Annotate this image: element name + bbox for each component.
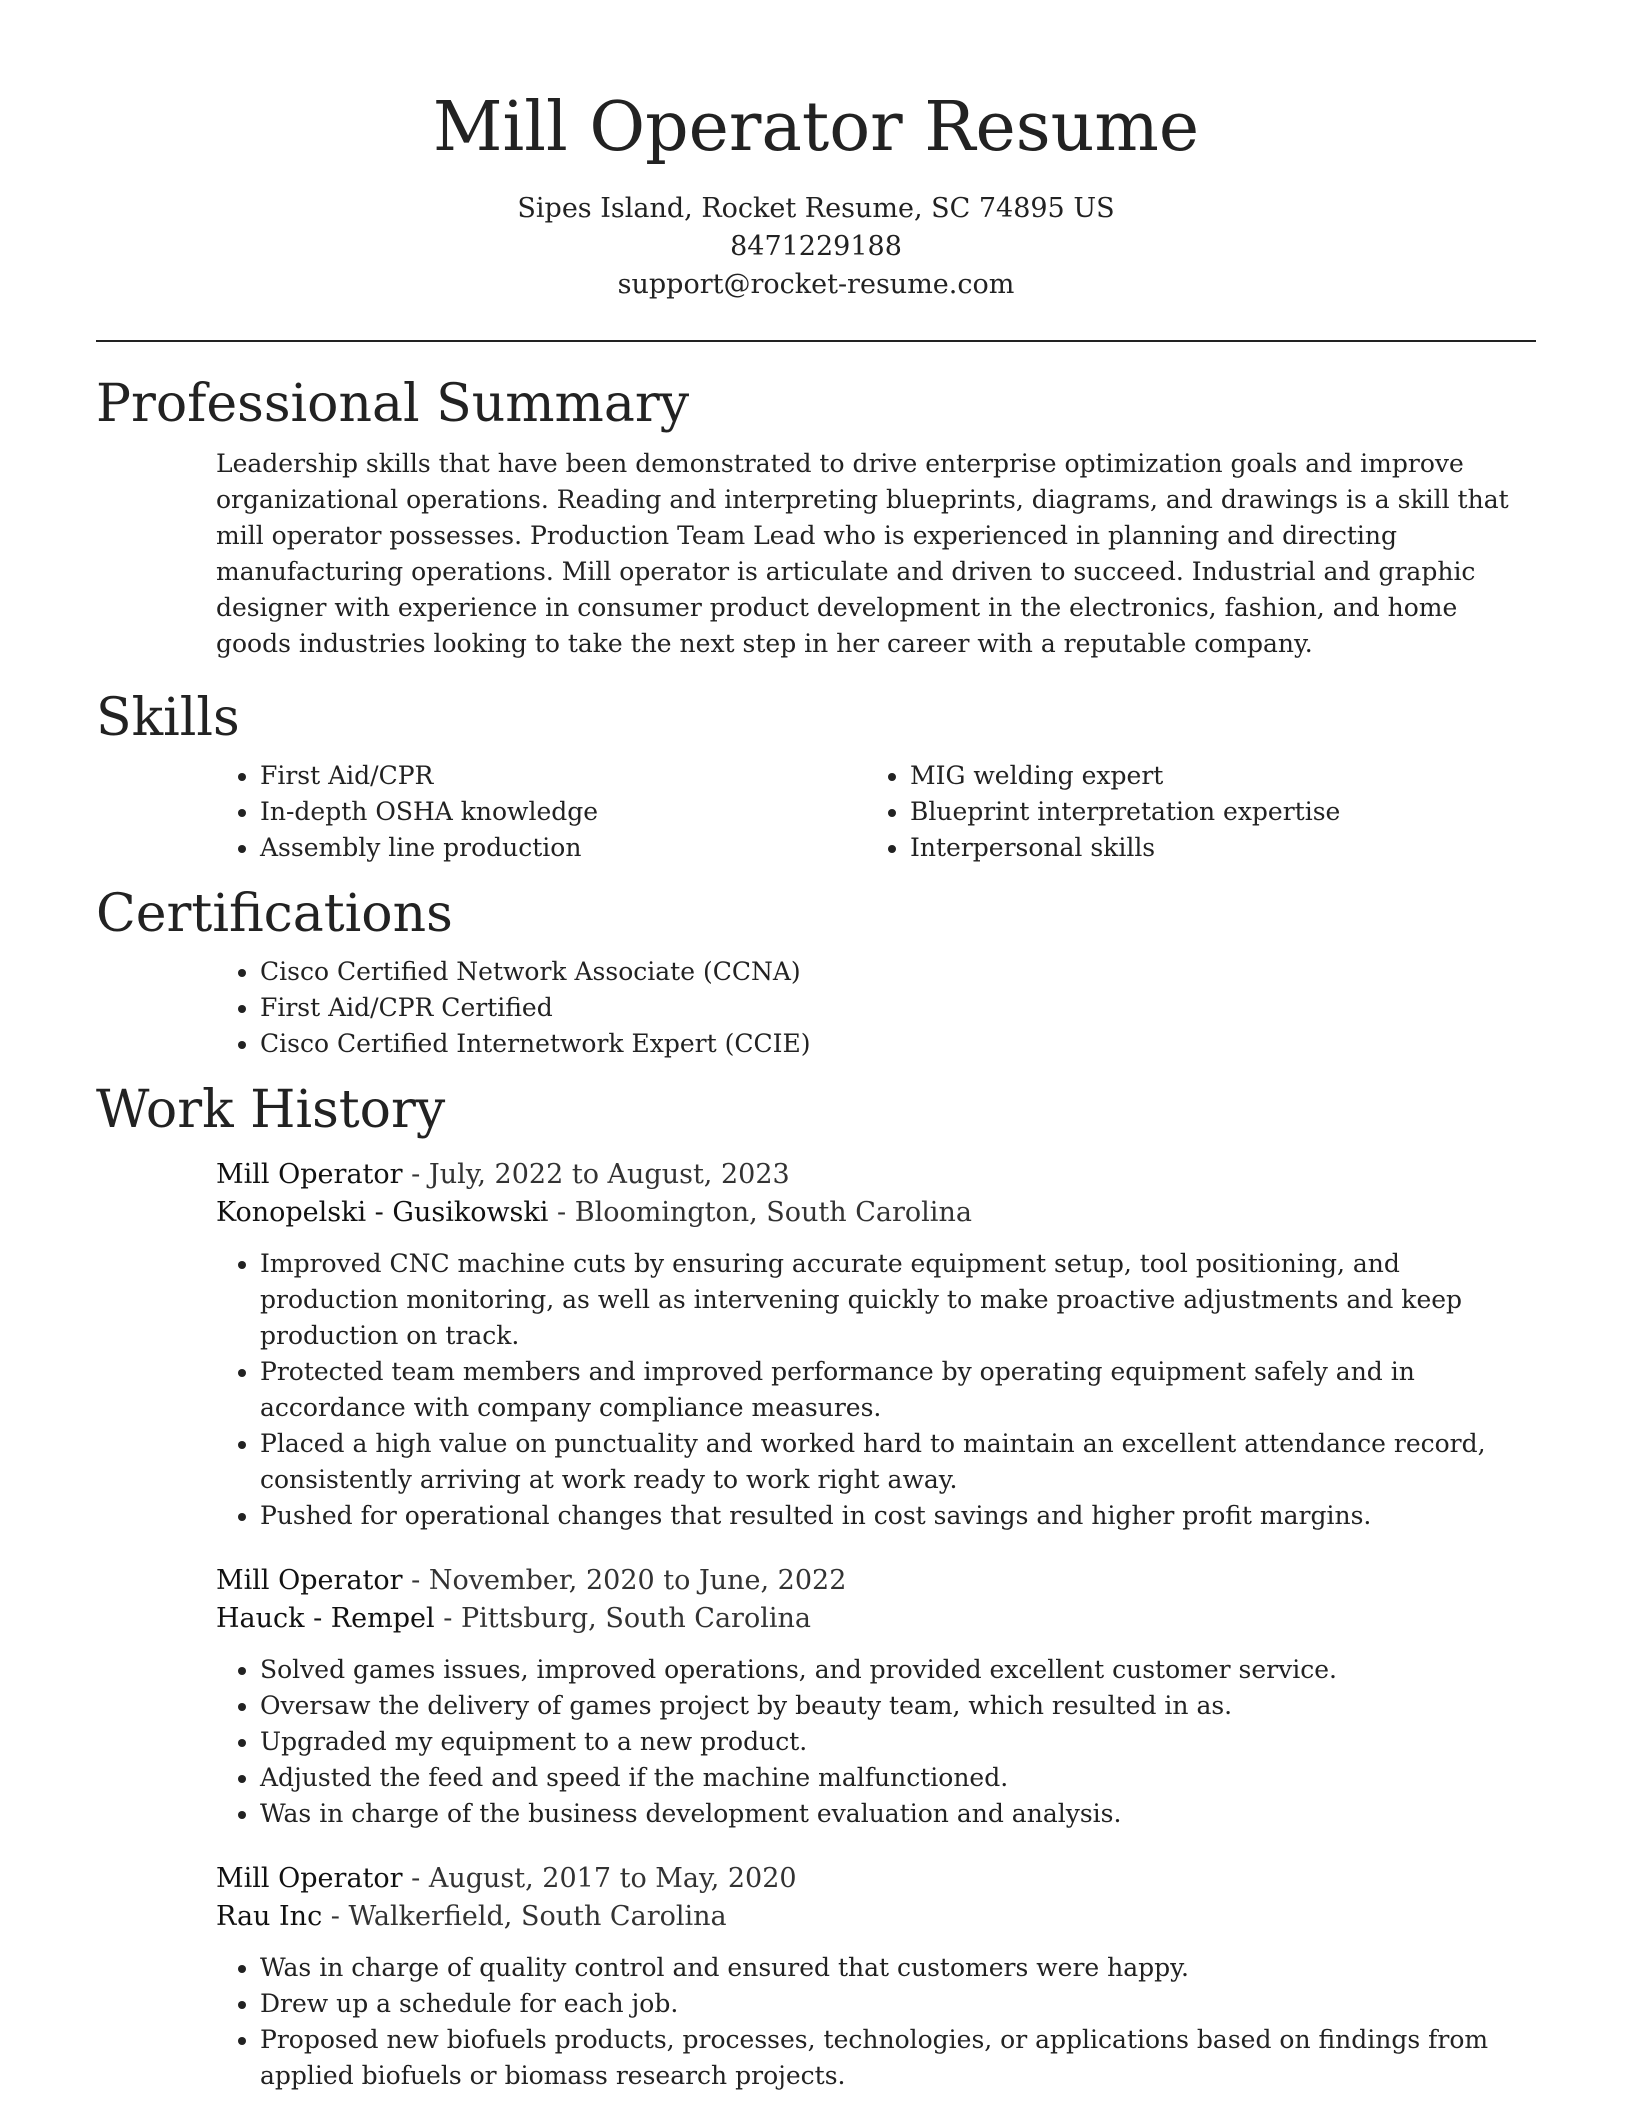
skill-item: • MIG welding expert	[910, 758, 1516, 794]
job-bullet: • Pushed for operational changes that resulted in cost savings and higher profit margins.	[260, 1498, 1540, 1534]
skills-columns	[216, 758, 1536, 866]
job-bullet: • Protected team members and improved performance by operating equipment safely and in accordance with company compliance measures.	[260, 1354, 1540, 1426]
job-location: Pittsburg, South Carolina	[460, 1603, 811, 1634]
job-bullets	[216, 1246, 1540, 1534]
job-title-line: Mill Operator - August, 2017 to May, 2020	[216, 1863, 797, 1894]
section-heading-certifications: Certifications	[96, 884, 453, 944]
contact-email: support@rocket-resume.com	[617, 269, 1015, 300]
contact-phone: 8471229188	[730, 231, 902, 262]
job-title: Mill Operator	[216, 1863, 403, 1894]
skill-item: • First Aid/CPR	[260, 758, 866, 794]
job-dates: August, 2017 to May, 2020	[428, 1863, 797, 1894]
header-divider	[96, 340, 1536, 342]
job-title-line: Mill Operator - November, 2020 to June, 2022	[216, 1565, 847, 1596]
job-company: Konopelski - Gusikowski	[216, 1197, 549, 1228]
job-company-line: Hauck - Rempel - Pittsburg, South Carolina	[216, 1603, 811, 1634]
skills-column-right	[866, 758, 1516, 866]
job-entry	[216, 1562, 1536, 1832]
job-company-line: Rau Inc - Walkerfield, South Carolina	[216, 1901, 727, 1932]
resume-header	[96, 0, 1536, 304]
job-company: Hauck - Rempel	[216, 1603, 435, 1634]
job-location: Walkerfield, South Carolina	[348, 1901, 727, 1932]
certification-item: • Cisco Certified Network Associate (CCNA)	[260, 954, 1536, 990]
certification-item: • First Aid/CPR Certified	[260, 990, 1536, 1026]
job-bullets	[216, 1652, 1540, 1832]
certifications-section	[96, 882, 1536, 1062]
job-bullet: • Was in charge of quality control and ensured that customers were happy.	[260, 1950, 1540, 1986]
job-title-line: Mill Operator - July, 2022 to August, 2023	[216, 1159, 790, 1190]
job-bullets	[216, 1950, 1540, 2094]
skill-item: • Blueprint interpretation expertise	[910, 794, 1516, 830]
job-bullet: • Solved games issues, improved operations, and provided excellent customer service.	[260, 1652, 1540, 1688]
job-title: Mill Operator	[216, 1159, 403, 1190]
certifications-list	[216, 954, 1536, 1062]
resume-page	[96, 0, 1536, 2094]
skills-column-left	[216, 758, 866, 866]
job-company-line: Konopelski - Gusikowski - Bloomington, South Carolina	[216, 1197, 972, 1228]
job-bullet: • Placed a high value on punctuality and worked hard to maintain an excellent attendance record, consistently arriving at work ready to work right away.	[260, 1426, 1540, 1498]
skill-item: • Interpersonal skills	[910, 830, 1516, 866]
job-entry	[216, 1860, 1536, 2094]
job-bullet: • Drew up a schedule for each job.	[260, 1986, 1540, 2022]
job-bullet: • Was in charge of the business development evaluation and analysis.	[260, 1796, 1540, 1832]
job-company: Rau Inc	[216, 1901, 323, 1932]
job-dates: November, 2020 to June, 2022	[428, 1565, 847, 1596]
job-dates: July, 2022 to August, 2023	[428, 1159, 790, 1190]
certification-item: • Cisco Certified Internetwork Expert (CCIE)	[260, 1026, 1536, 1062]
skill-item: • Assembly line production	[260, 830, 866, 866]
resume-title: Mill Operator Resume	[432, 88, 1200, 167]
job-bullet: • Oversaw the delivery of games project by beauty team, which resulted in as.	[260, 1688, 1540, 1724]
job-bullet: • Adjusted the feed and speed if the machine malfunctioned.	[260, 1760, 1540, 1796]
job-title: Mill Operator	[216, 1565, 403, 1596]
section-heading-skills: Skills	[96, 688, 240, 748]
job-entry	[216, 1156, 1536, 1534]
job-bullet: • Improved CNC machine cuts by ensuring accurate equipment setup, tool positioning, and production monitoring, as well as intervening quickly to make proactive adjustments and keep production on track.	[260, 1246, 1540, 1354]
skill-item: • In-depth OSHA knowledge	[260, 794, 866, 830]
job-location: Bloomington, South Carolina	[574, 1197, 972, 1228]
professional-summary-section	[96, 372, 1536, 662]
contact-address: Sipes Island, Rocket Resume, SC 74895 US	[517, 193, 1115, 224]
job-bullet: • Upgraded my equipment to a new product.	[260, 1724, 1540, 1760]
contact-block	[96, 190, 1536, 304]
work-history-section	[96, 1078, 1536, 2094]
summary-text: Leadership skills that have been demonstrated to drive enterprise optimization goals and improve organizational operations. Reading and interpreting blueprints, diagrams, and drawings is a skill that mill operator possesses. Production Team Lead who is experienced in planning and directing manufacturing operations. Mill operator is articulate and driven to succeed. Industrial and graphic designer with experience in consumer product development in the electronics, fashion, and home goods industries looking to take the next step in her career with a reputable company.	[216, 449, 1509, 658]
section-heading-work-history: Work History	[96, 1080, 446, 1140]
section-heading-summary: Professional Summary	[96, 374, 690, 434]
skills-section	[96, 686, 1536, 866]
job-bullet: • Proposed new biofuels products, processes, technologies, or applications based on findings from applied biofuels or biomass research projects.	[260, 2022, 1540, 2094]
